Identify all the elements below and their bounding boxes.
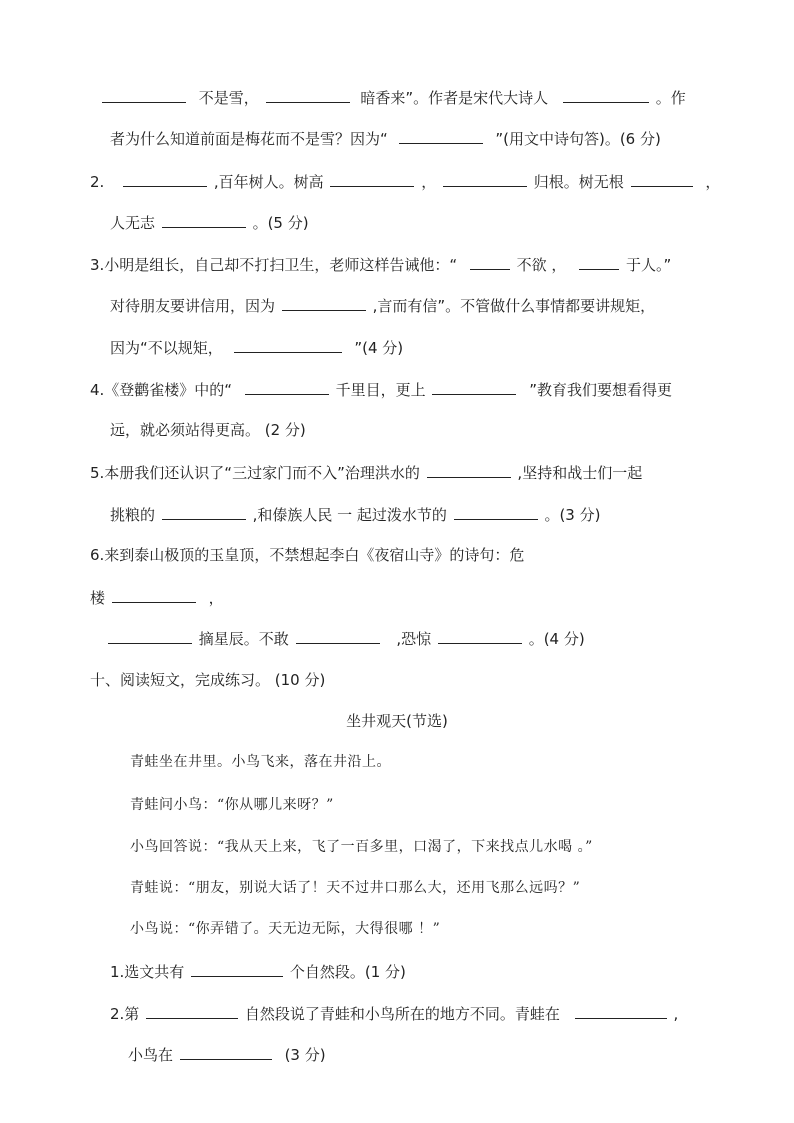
s10-q2-text-c: , xyxy=(673,1005,679,1023)
q3-line2 xyxy=(110,295,655,316)
q3-line1 xyxy=(90,254,671,275)
section10-q2-line1 xyxy=(110,1003,678,1024)
q2-text-1b: ， xyxy=(421,173,437,191)
q3-text-3a: 因为“不以规矩， xyxy=(110,339,223,357)
q4-blank-2[interactable] xyxy=(432,379,516,395)
section10-q1 xyxy=(110,961,406,982)
passage-title: 坐井观天(节选) xyxy=(346,712,448,730)
q4-text-1b: 千里目，更上 xyxy=(335,381,426,399)
q5-line1 xyxy=(90,462,642,483)
q5-text-2a: 挑粮的 xyxy=(110,506,156,524)
q4-line1 xyxy=(90,379,672,400)
passage-paragraph-5: 小鸟说：“你弄错了。天无边无际，大得很哪 ！” xyxy=(130,921,441,937)
s10-q2-text-b: 自然段说了青蛙和小鸟所在的地方不同。青蛙在 xyxy=(244,1005,560,1023)
q6-line3 xyxy=(106,628,585,649)
q3-text-1a: 3.小明是组长，自己却不打扫卫生，老师这样告诫他：“ xyxy=(90,256,458,274)
s10-q2-text-a: 2.第 xyxy=(110,1005,140,1023)
q5-text-2c: 。(3 分) xyxy=(544,506,601,524)
q3-text-1c: 于人。” xyxy=(626,256,672,274)
q1-blank-3[interactable] xyxy=(563,87,649,103)
q2-blank-4[interactable] xyxy=(631,171,693,187)
q1-text-2a: 者为什么知道前面是梅花而不是雪？因为“ xyxy=(110,130,388,148)
q6-blank-3[interactable] xyxy=(296,628,380,644)
q2-text-1c: 归根。树无根 xyxy=(533,173,624,191)
q5-text-2b: ,和傣族人民 一 起过泼水节的 xyxy=(252,506,447,524)
s10-q2-text-e: (3 分) xyxy=(284,1046,326,1064)
q2-number: 2. xyxy=(90,173,105,191)
q2-blank-3[interactable] xyxy=(443,171,527,187)
q2-text-2b: 。(5 分) xyxy=(252,214,309,232)
s10-q1-text-a: 1.选文共有 xyxy=(110,963,185,981)
q5-blank-1[interactable] xyxy=(427,462,511,478)
q4-text-1c: ”教育我们要想看得更 xyxy=(529,381,673,399)
q3-text-2b: ,言而有信”。不管做什么事情都要讲规矩， xyxy=(372,297,656,315)
q5-text-1a: 5.本册我们还认识了“三过家门而不入”治理洪水的 xyxy=(90,464,420,482)
passage-paragraph-4: 青蛙说：“朋友，别说大话了！天不过井口那么大，还用飞那么远吗？” xyxy=(130,880,581,896)
q2-text-1a: ,百年树人。树高 xyxy=(213,173,324,191)
q4-text-1a: 4.《登鹳雀楼》中的“ xyxy=(90,381,233,399)
q2-text-1d: ， xyxy=(705,173,721,191)
q6-text-2b: ， xyxy=(208,589,224,607)
q1-text-1c: 。作 xyxy=(655,89,686,107)
q6-line1: 6.来到泰山极顶的玉皇顶，不禁想起李白《夜宿山寺》的诗句：危 xyxy=(90,546,525,564)
s10-q2-blank-1[interactable] xyxy=(146,1003,238,1019)
q6-text-2a: 楼 xyxy=(90,589,106,607)
q3-text-1b: 不欲 ， xyxy=(516,256,567,274)
q5-blank-2[interactable] xyxy=(162,504,246,520)
q3-blank-2[interactable] xyxy=(579,254,619,270)
q6-blank-1[interactable] xyxy=(112,587,196,603)
q2-text-2a: 人无志 xyxy=(110,214,156,232)
s10-q1-blank[interactable] xyxy=(191,961,283,977)
q6-text-3a: 摘星辰。不敢 xyxy=(198,630,289,648)
q4-line2: 远，就必须站得更高。 (2 分) xyxy=(110,421,306,439)
q2-line2 xyxy=(110,212,309,233)
q1-text-1b: 暗香来”。作者是宋代大诗人 xyxy=(360,89,549,107)
s10-q1-text-b: 个自然段。(1 分) xyxy=(289,963,406,981)
passage-paragraph-2: 青蛙问小鸟：“你从哪儿来呀？” xyxy=(130,797,334,813)
q3-blank-3[interactable] xyxy=(282,295,366,311)
q3-blank-1[interactable] xyxy=(470,254,510,270)
q1-blank-2[interactable] xyxy=(266,87,350,103)
q2-blank-1[interactable] xyxy=(123,171,207,187)
q4-blank-1[interactable] xyxy=(245,379,329,395)
section10-q2-line2 xyxy=(128,1044,326,1065)
s10-q2-blank-3[interactable] xyxy=(180,1044,272,1060)
q6-line2 xyxy=(90,587,224,608)
q3-text-3b: ”(4 分) xyxy=(354,339,404,357)
passage-paragraph-3: 小鸟回答说：“我从天上来，飞了一百多里，口渴了，下来找点儿水喝 。” xyxy=(130,839,593,855)
q6-blank-2[interactable] xyxy=(108,628,192,644)
section10-heading: 十、阅读短文，完成练习。 (10 分) xyxy=(90,671,326,689)
q1-text-1a: 不是雪， xyxy=(198,89,259,107)
q3-blank-4[interactable] xyxy=(234,337,342,353)
passage-paragraph-1: 青蛙坐在井里。小鸟飞来，落在井沿上。 xyxy=(130,754,391,770)
q3-line3 xyxy=(110,337,403,358)
q2-blank-5[interactable] xyxy=(162,212,246,228)
q1-blank-1[interactable] xyxy=(102,87,186,103)
q2-blank-2[interactable] xyxy=(330,171,414,187)
q5-line2 xyxy=(110,504,600,525)
q1-line2 xyxy=(110,128,661,149)
q5-blank-3[interactable] xyxy=(454,504,538,520)
q2-line1 xyxy=(90,171,720,192)
q1-text-2b: ”(用文中诗句答)。(6 分) xyxy=(495,130,661,148)
q6-blank-4[interactable] xyxy=(438,628,522,644)
q1-blank-4[interactable] xyxy=(399,128,483,144)
q6-text-3b: ,恐惊 xyxy=(396,630,432,648)
q3-text-2a: 对待朋友要讲信用，因为 xyxy=(110,297,276,315)
s10-q2-text-d: 小鸟在 xyxy=(128,1046,174,1064)
q6-text-3c: 。(4 分) xyxy=(528,630,585,648)
s10-q2-blank-2[interactable] xyxy=(575,1003,667,1019)
q1-line1 xyxy=(100,87,686,108)
q5-text-1b: ,坚持和战士们一起 xyxy=(517,464,643,482)
